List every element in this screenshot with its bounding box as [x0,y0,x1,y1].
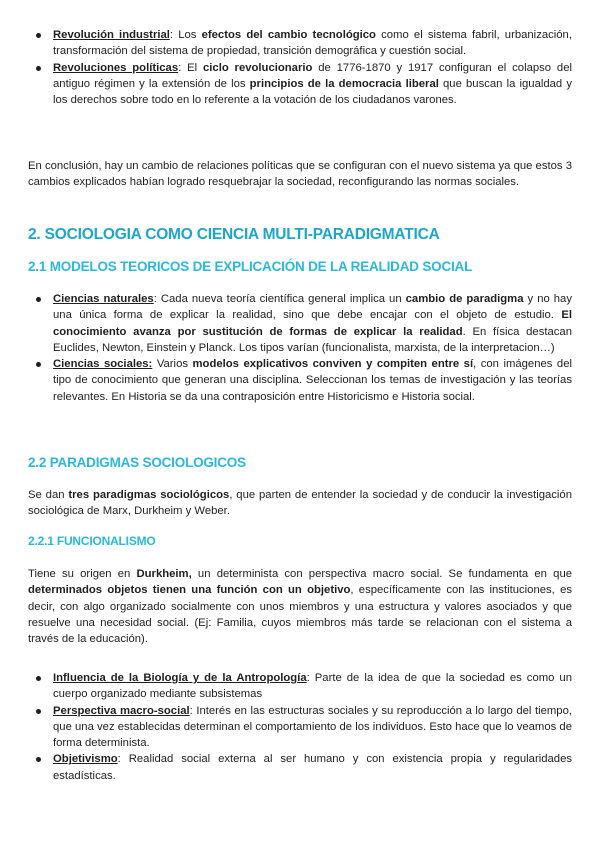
bullet-icon [36,709,41,714]
conclusion-paragraph: En conclusión, hay un cambio de relaciones políticas que se configuran con el nuevo sistema ya que estos 3 cambios explicados habían logrado resquebrajar la sociedad, reconfigurando las normas sociales. [28,160,572,189]
list-item: Perspectiva macro-social: Interés en las estructuras sociales y su reproducción a lo largo del tiempo, que una vez establecidas determinan el comportamiento de los individuos. Esto hace que lo veamos de forma determinista. [28,703,572,752]
bullet-icon [36,362,41,367]
paradigms-paragraph: Se dan tres paradigmas sociológicos, que parten de entender la sociedad y de conducir la investigación sociológica de Marx, Durkheim y Weber. [28,489,572,518]
section-2-1-title: 2.1 MODELOS TEORICOS DE EXPLICACIÓN DE LA REALIDAD SOCIAL [28,259,473,274]
list-item: Objetivismo: Realidad social externa al ser humano y con existencia propia y regularidades estadísticas. [28,751,572,784]
section-2-2-1-title: 2.2.1 FUNCIONALISMO [28,534,156,548]
bullet-list-2-2-1 [28,670,572,784]
list-item: Revoluciones políticas: El ciclo revolucionario de 1776-1870 y 1917 configuran el colapso del antiguo régimen y la extensión de los principios de la democracia liberal que buscan la igualdad y los derechos sobre todo en lo referente a la votación de los ciudadanos varones. [28,60,572,109]
bullet-list-top [28,27,572,108]
list-item: Ciencias naturales: Cada nueva teoría científica general implica un cambio de paradigma y no hay una única forma de explicar la realidad, sino que debe encajar con el objeto de estudio. El conocimiento avanza por sustitución de formas de explicar la realidad. En física destacan Euclides, Newton, Einstein y Planck. Los tipos varían (funcionalista, marxista, de la interpretacion…) [28,291,572,356]
bullet-icon [36,66,41,71]
section-2-2-title: 2.2 PARADIGMAS SOCIOLOGICOS [28,455,246,470]
bullet-icon [36,676,41,681]
list-item: Ciencias sociales: Varios modelos explicativos conviven y compiten entre sí, con imágenes del tipo de conocimiento que generan una disciplina. Seleccionan los temas de investigación y las teorías relevantes. En Historia se da una contraposición entre Historicismo e Historia social. [28,356,572,405]
list-item: Influencia de la Biología y de la Antropología: Parte de la idea de que la sociedad es como un cuerpo organizado mediante subsistemas [28,670,572,703]
bullet-icon [36,757,41,762]
bullet-icon [36,33,41,38]
bullet-list-2-1 [28,291,572,405]
list-item: Revolución industrial: Los efectos del cambio tecnológico como el sistema fabril, urbanización, transformación del sistema de propiedad, transición demográfica y cuestión social. [28,27,572,60]
bullet-icon [36,297,41,302]
funcionalismo-paragraph: Tiene su origen en Durkheim, un determinista con perspectiva macro social. Se fundamenta en que determinados objetos tienen una función con un objetivo, específicamente con las instituciones, es decir, con algo organizado socialmente con unos miembros y una estructura y valores asociados y que resuelve una necesidad social. (Ej: Familia, cuyos miembros más tarde se relacionan con el sistema a través de la educación). [28,568,573,646]
section-2-title: 2. SOCIOLOGIA COMO CIENCIA MULTI-PARADIGMATICA [28,226,440,243]
